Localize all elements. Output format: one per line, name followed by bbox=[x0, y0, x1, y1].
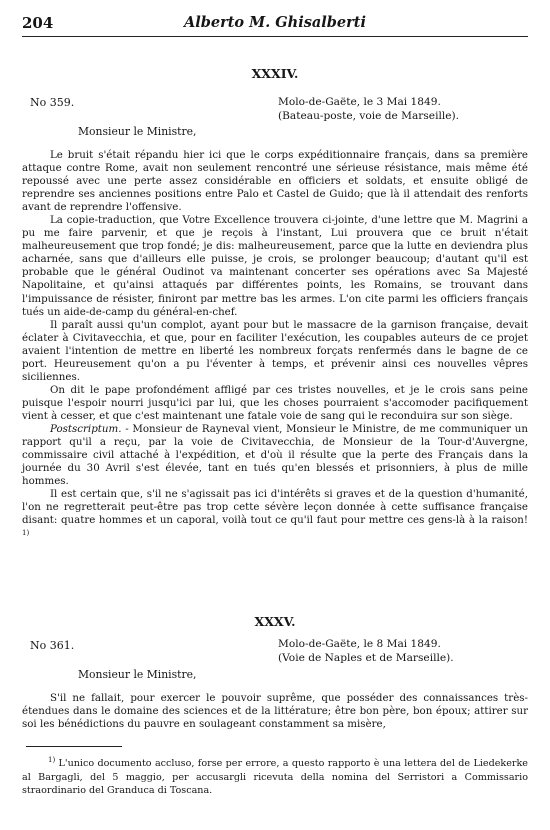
postscript-text: - Monsieur de Rayneval vient, Monsieur le Ministre, de me communiquer un rapport qu'il a reçu, par la voie de Civitavecchia, de Monsieur de la Tour-d'Auvergne, commissaire civil attaché à l'expédition, et d'où il résulte que la perte des Français dans la journée du 30 Avril s'est élevée, tant en tués qu'en blessés et prisonniers, à plus de mille hommes. bbox=[22, 422, 528, 488]
place-date bbox=[278, 637, 454, 665]
footnote bbox=[22, 754, 528, 798]
page-header bbox=[22, 14, 528, 34]
document-heading: XXXIV. bbox=[251, 66, 299, 81]
place-date bbox=[278, 95, 459, 123]
final-paragraph-text: Il est certain que, s'il ne s'agissait pas ici d'intérêts si graves et de la question d'humanité, l'on ne regretterait peut-être pas trop cette sévère leçon donnée à cette suffisance française disant: quatre hommes et un caporal, voilà tout ce qu'il faut pour mettre ces gens-là à la raison! bbox=[22, 488, 528, 527]
document-number: No 361. bbox=[30, 639, 75, 652]
route-line: (Voie de Naples et de Marseille). bbox=[278, 652, 454, 664]
salutation: Monsieur le Ministre, bbox=[78, 125, 197, 138]
paragraph: Il paraît aussi qu'un complot, ayant pour but le massacre de la garnison française, devait éclater à Civitavecchia, et que, pour en faciliter l'exécution, les coupables auteurs de ce projet avaient l'intention de mettre en liberté les nombreux forçats renfermés dans le bagne de ce port. Heureusement qu'on a pu l'éventer à temps, et prévenir ainsi ces nouvelles vêpres siciliennes. bbox=[22, 318, 528, 383]
paragraph: On dit le pape profondément affligé par ces tristes nouvelles, et je le crois sans peine puisque l'espoir nourri jusqu'ici par lui, que les choses pourraient s'accomoder pacifiquement vient à cesser, et que c'est maintenant une fatale voie de sang qui le reconduira sur son siège. bbox=[22, 383, 528, 422]
footnote-mark: 1) bbox=[48, 756, 56, 764]
running-title: Alberto M. Ghisalberti bbox=[183, 14, 367, 31]
footnote-text: L'unico documento accluso, forse per errore, a questo rapporto è una lettera del de Liedekerke al Bargagli, del 5 maggio, per accusargli ricevuta della nomina del Serristori a Commissario straordinario del Granduca di Toscana. bbox=[22, 758, 528, 797]
place-date-line: Molo-de-Gaëte, le 3 Mai 1849. bbox=[278, 96, 441, 108]
route-line: (Bateau-poste, voie de Marseille). bbox=[278, 110, 460, 122]
letter-body bbox=[22, 692, 528, 731]
document-heading: XXXV. bbox=[254, 614, 296, 629]
postscript-label: Postscriptum. bbox=[50, 422, 122, 435]
document-number: No 359. bbox=[30, 96, 75, 109]
salutation: Monsieur le Ministre, bbox=[78, 668, 197, 681]
footnote-rule bbox=[26, 746, 122, 747]
header-rule bbox=[22, 36, 528, 37]
postscript-paragraph bbox=[22, 423, 528, 488]
paragraph: La copie-traduction, que Votre Excellence trouvera ci-jointe, d'une lettre que M. Magrini a pu me faire parvenir, et que je reçois à l'instant, Lui prouvera que ce bruit n'était malheureusement que trop fondé; je dis: malheureusement, parce que la lutte en deviendra plus acharnée, sans que d'ailleurs elle puisse, je crois, se prolonger beaucoup; d'autant qu'il est probable que le général Oudinot va maintenant concerter ses opérations avec Sa Majesté Napolitaine, et qu'ainsi attaqués par différentes points, les Romains, se trouvant dans l'impuissance de résister, finiront par mettre bas les armes. L'on cite parmi les officiers français tués un aide-de-camp du général-en-chef. bbox=[22, 214, 528, 318]
footnote-reference: 1) bbox=[22, 529, 30, 538]
letter-body bbox=[22, 149, 528, 544]
paragraph bbox=[22, 488, 528, 544]
place-date-line: Molo-de-Gaëte, le 8 Mai 1849. bbox=[278, 638, 441, 650]
paragraph: Le bruit s'était répandu hier ici que le corps expéditionnaire français, dans sa première attaque contre Rome, avait non seulement rencontré une sérieuse résistance, mais même été repoussé avec une perte assez considérable en officiers et soldats, et ensuite obligé de reprendre ses anciennes positions entre Palo et Castel de Guido; que là il attendait des renforts avant de reprendre l'offensive. bbox=[22, 149, 528, 214]
paragraph: S'il ne fallait, pour exercer le pouvoir suprême, que posséder des connaissances très-étendues dans le domaine des sciences et de la littérature; être bon père, bon époux; attirer sur soi les bénédictions du pauvre en soulageant constamment sa misère, bbox=[22, 692, 528, 731]
page-number: 204 bbox=[22, 14, 54, 32]
